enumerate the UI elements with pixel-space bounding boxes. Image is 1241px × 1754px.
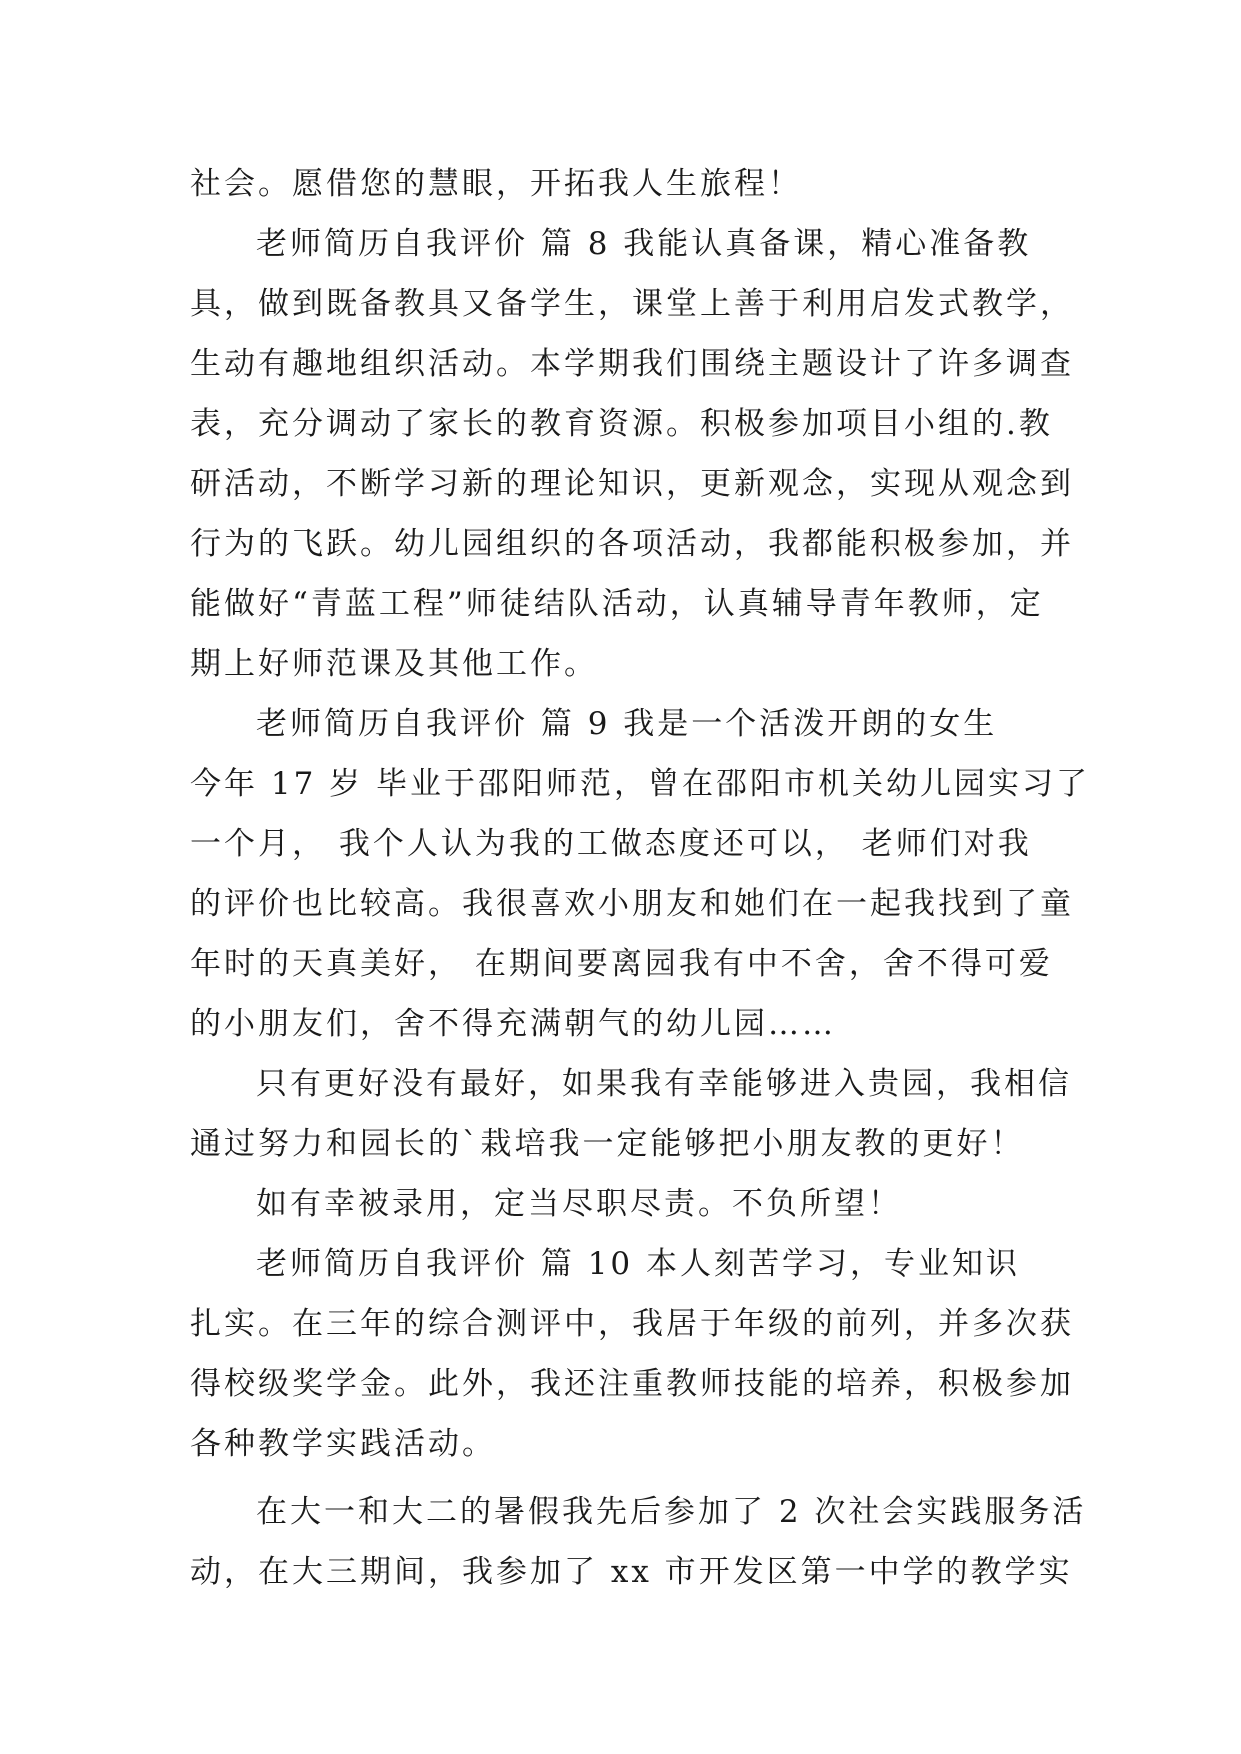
text-line: 具，做到既备教具又备学生，课堂上善于利用启发式教学，	[190, 286, 1074, 322]
section-heading-line: 老师简历自我评价 篇 9 我是一个活泼开朗的女生	[256, 706, 998, 742]
paragraph-start-line: 只有更好没有最好，如果我有幸能够进入贵园，我相信	[256, 1066, 1072, 1102]
section-heading-line: 老师简历自我评价 篇 10 本人刻苦学习，专业知识	[256, 1246, 1021, 1282]
text-line: 研活动，不断学习新的理论知识，更新观念，实现从观念到	[190, 466, 1074, 502]
text-line: 能做好“青蓝工程”师徒结队活动，认真辅导青年教师，定	[190, 586, 1044, 622]
text-line: 行为的飞跃。幼儿园组织的各项活动，我都能积极参加，并	[190, 526, 1074, 562]
text-line: 扎实。在三年的综合测评中，我居于年级的前列，并多次获	[190, 1306, 1074, 1342]
text-line: 年时的天真美好， 在期间要离园我有中不舍，舍不得可爱	[190, 946, 1053, 982]
text-line: 的评价也比较高。我很喜欢小朋友和她们在一起我找到了童	[190, 886, 1074, 922]
document-page	[190, 160, 1091, 1608]
paragraph-gap	[190, 1480, 1060, 1488]
text-line: 一个月， 我个人认为我的工做态度还可以， 老师们对我	[190, 826, 1032, 862]
text-line: 的小朋友们，舍不得充满朝气的幼儿园……	[190, 1006, 836, 1042]
text-line: 期上好师范课及其他工作。	[190, 646, 598, 682]
text-line: 得校级奖学金。此外，我还注重教师技能的培养，积极参加	[190, 1366, 1074, 1402]
paragraph-start-line: 在大一和大二的暑假我先后参加了 2 次社会实践服务活	[256, 1494, 1087, 1530]
text-line: 生动有趣地组织活动。本学期我们围绕主题设计了许多调查	[190, 346, 1074, 382]
text-line: 动，在大三期间，我参加了 xx 市开发区第一中学的教学实	[190, 1554, 1073, 1590]
text-line: 通过努力和园长的`栽培我一定能够把小朋友教的更好！	[190, 1126, 1025, 1162]
text-line: 今年 17 岁 毕业于邵阳师范，曾在邵阳市机关幼儿园实习了	[190, 766, 1091, 802]
text-line: 表，充分调动了家长的教育资源。积极参加项目小组的.教	[190, 406, 1053, 442]
section-heading-line: 老师简历自我评价 篇 8 我能认真备课，精心准备教	[256, 226, 1032, 262]
text-line: 各种教学实践活动。	[190, 1426, 496, 1462]
paragraph-start-line: 如有幸被录用，定当尽职尽责。不负所望！	[256, 1186, 902, 1222]
text-line: 社会。愿借您的慧眼，开拓我人生旅程！	[190, 166, 802, 202]
